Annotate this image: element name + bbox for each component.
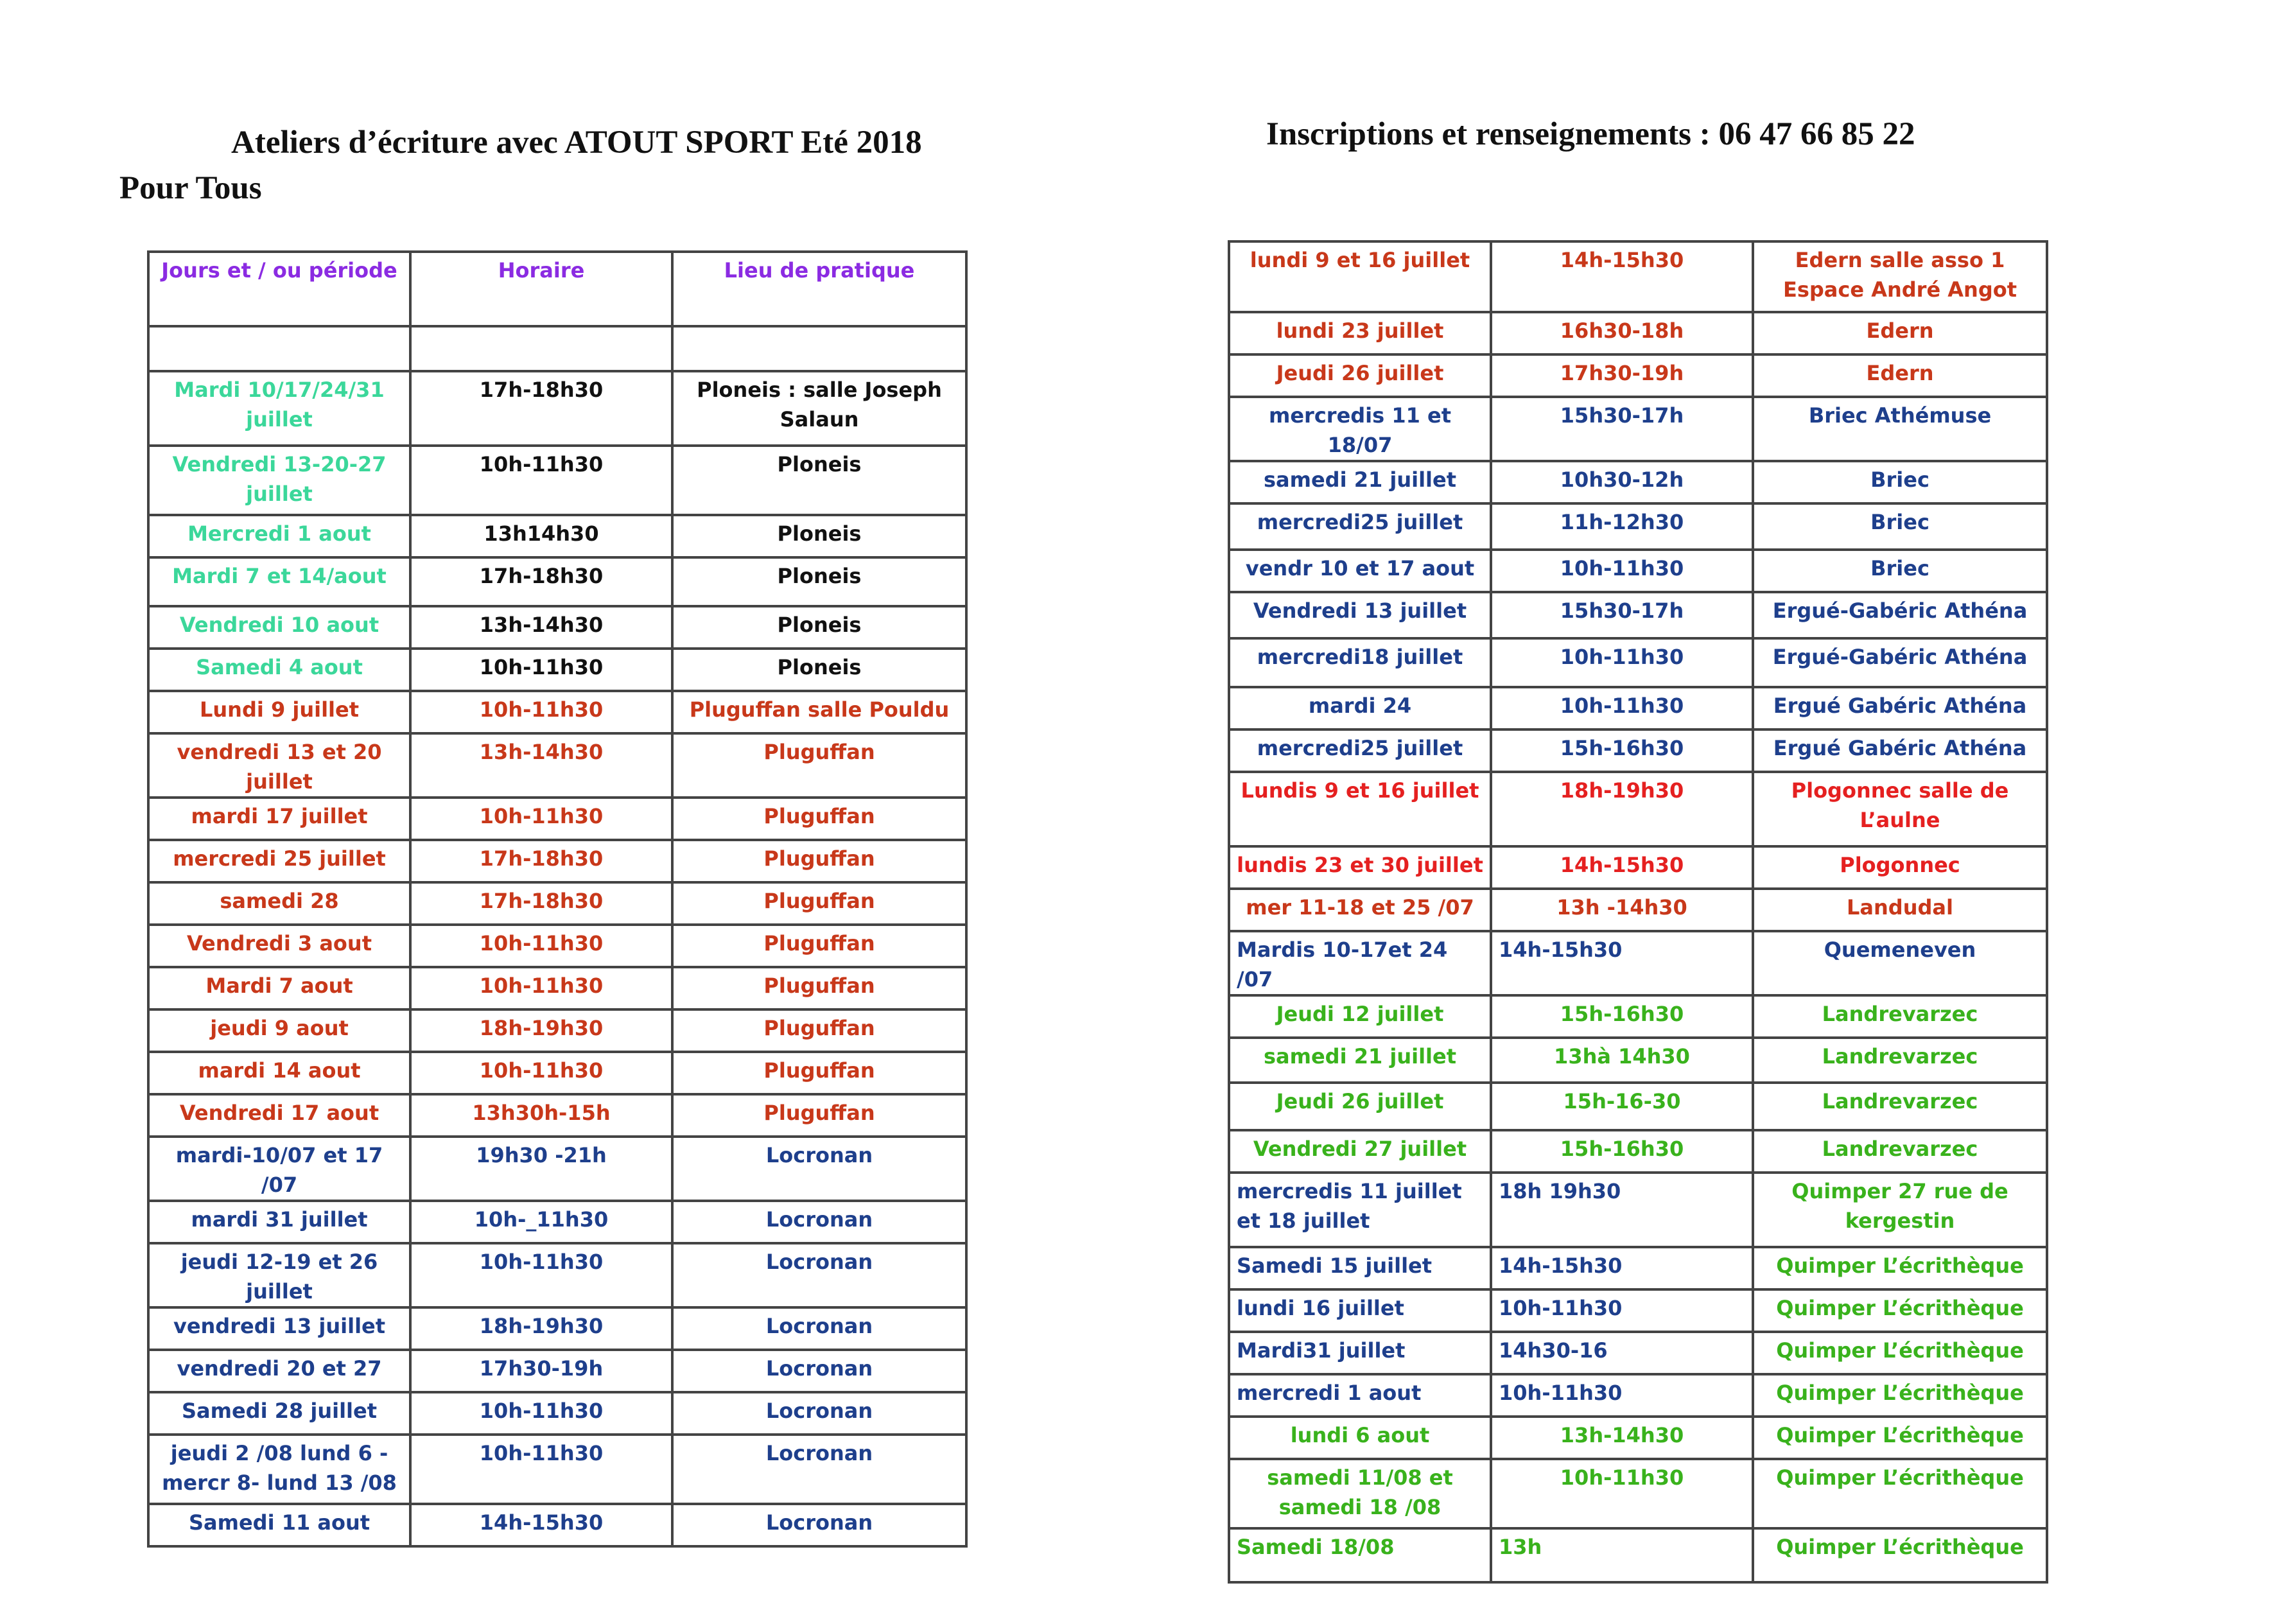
cell-time: 10h-11h30 [410,649,672,691]
table-row [148,691,966,733]
cell-time: 13h-14h30 [1491,1417,1753,1459]
table-row [148,1094,966,1137]
cell-place: Pluguffan [672,882,966,925]
cell-day: Vendredi 3 aout [148,925,410,967]
cell-time: 14h-15h30 [410,1504,672,1546]
cell-place: Pluguffan [672,1009,966,1052]
cell-day: Jeudi 26 juillet [1229,354,1491,397]
cell-place: Quimper L’écrithèque [1753,1332,2047,1374]
table-row [1229,1130,2047,1173]
cell-place: Locronan [672,1137,966,1201]
cell-day: mardi 24 [1229,687,1491,729]
table-row [1229,1459,2047,1528]
cell-day: vendredi 13 et 20 juillet [148,733,410,798]
cell-place: Briec Athémuse [1753,397,2047,461]
cell-day: lundi 16 juillet [1229,1289,1491,1332]
cell-time: 10h-11h30 [1491,638,1753,687]
cell-day: vendredi 13 juillet [148,1307,410,1350]
cell-time: 18h-19h30 [410,1009,672,1052]
cell-day: Mardi 7 et 14/aout [148,557,410,606]
cell-place: Ploneis [672,557,966,606]
header-place: Lieu de pratique [672,252,966,326]
table-row [1229,995,2047,1038]
table-row [148,882,966,925]
table-row [148,515,966,557]
cell-place: Locronan [672,1392,966,1435]
cell-time: 19h30 -21h [410,1137,672,1201]
cell-day: mardi-10/07 et 17 /07 [148,1137,410,1201]
table-row [1229,846,2047,889]
cell-place: Locronan [672,1307,966,1350]
cell-place: Quimper L’écrithèque [1753,1459,2047,1528]
table-row [1229,503,2047,550]
cell-place: Landrevarzec [1753,1130,2047,1173]
table-row [1229,397,2047,461]
cell-day: mercredi25 juillet [1229,729,1491,772]
cell-place: Pluguffan [672,925,966,967]
table-row [1229,889,2047,931]
cell-time: 14h-15h30 [1491,846,1753,889]
table-row [1229,1038,2047,1083]
schedule-table-left [147,250,968,1548]
cell-time: 10h-11h30 [410,1392,672,1435]
cell-time: 10h-11h30 [1491,687,1753,729]
cell-place: Ergué-Gabéric Athéna [1753,638,2047,687]
cell-place: Ploneis : salle Joseph Salaun [672,371,966,446]
cell-time: 15h-16h30 [1491,729,1753,772]
cell-day: jeudi 9 aout [148,1009,410,1052]
cell-time: 14h-15h30 [1491,241,1753,312]
table-row [148,371,966,446]
table-row [148,1243,966,1307]
cell-place: Ergué Gabéric Athéna [1753,687,2047,729]
cell-day: samedi 28 [148,882,410,925]
table-row [148,1201,966,1243]
cell-place: Edern [1753,312,2047,354]
cell-day: Lundis 9 et 16 juillet [1229,772,1491,846]
cell-time: 13h [1491,1528,1753,1582]
cell-day: Vendredi 13 juillet [1229,592,1491,638]
cell-day: Samedi 18/08 [1229,1528,1491,1582]
table-row [1229,729,2047,772]
cell-time: 17h-18h30 [410,840,672,882]
cell-place: Locronan [672,1435,966,1504]
table-row [148,1350,966,1392]
cell-time: 10h-_11h30 [410,1201,672,1243]
cell-time: 13h-14h30 [410,606,672,649]
cell-time: 10h-11h30 [410,925,672,967]
cell-place: Landrevarzec [1753,1083,2047,1130]
cell-day: mercredis 11 et 18/07 [1229,397,1491,461]
cell-time: 17h30-19h [1491,354,1753,397]
cell-place: Landudal [1753,889,2047,931]
cell-day: samedi 21 juillet [1229,461,1491,503]
cell-day: mardi 31 juillet [148,1201,410,1243]
cell-day: Vendredi 27 juillet [1229,1130,1491,1173]
cell-place: Pluguffan salle Pouldu [672,691,966,733]
table-row [1229,592,2047,638]
cell-place: Ergué Gabéric Athéna [1753,729,2047,772]
cell-place: Quimper L’écrithèque [1753,1374,2047,1417]
table-row [1229,1289,2047,1332]
cell-place: Briec [1753,503,2047,550]
cell-time: 10h30-12h [1491,461,1753,503]
cell-day: jeudi 12-19 et 26 juillet [148,1243,410,1307]
cell-time: 10h-11h30 [410,967,672,1009]
cell-day: Lundi 9 juillet [148,691,410,733]
cell-day: mercredi25 juillet [1229,503,1491,550]
cell-day: samedi 11/08 et samedi 18 /08 [1229,1459,1491,1528]
cell-place: Quimper L’écrithèque [1753,1247,2047,1289]
cell-day: lundis 23 et 30 juillet [1229,846,1491,889]
table-row [148,606,966,649]
cell-place [672,326,966,371]
cell-place: Quemeneven [1753,931,2047,995]
cell-place: Quimper L’écrithèque [1753,1417,2047,1459]
cell-time: 16h30-18h [1491,312,1753,354]
table-row [1229,1528,2047,1582]
cell-place: Briec [1753,550,2047,592]
cell-day: Samedi 28 juillet [148,1392,410,1435]
cell-day: Vendredi 13-20-27 juillet [148,446,410,515]
table-row [1229,461,2047,503]
table-row [1229,1417,2047,1459]
cell-time: 10h-11h30 [1491,1459,1753,1528]
cell-time: 13hà 14h30 [1491,1038,1753,1083]
cell-place: Pluguffan [672,1094,966,1137]
table-row [148,967,966,1009]
cell-time: 18h-19h30 [1491,772,1753,846]
cell-time: 15h-16-30 [1491,1083,1753,1130]
table-row [148,1392,966,1435]
cell-time: 17h30-19h [410,1350,672,1392]
cell-time: 15h-16h30 [1491,995,1753,1038]
cell-place: Ploneis [672,446,966,515]
table-row [1229,687,2047,729]
table-row [148,1009,966,1052]
cell-day: lundi 9 et 16 juillet [1229,241,1491,312]
cell-day: mer 11-18 et 25 /07 [1229,889,1491,931]
cell-place: Plogonnec salle de L’aulne [1753,772,2047,846]
cell-time: 10h-11h30 [410,691,672,733]
table-row [1229,241,2047,312]
cell-time: 10h-11h30 [410,1243,672,1307]
table-row [1229,772,2047,846]
cell-place: Locronan [672,1504,966,1546]
cell-place: Briec [1753,461,2047,503]
cell-day: Mercredi 1 aout [148,515,410,557]
cell-day: mercredi18 juillet [1229,638,1491,687]
cell-day: samedi 21 juillet [1229,1038,1491,1083]
cell-day: Mardi 10/17/24/31 juillet [148,371,410,446]
table-row [148,1307,966,1350]
cell-day: Jeudi 12 juillet [1229,995,1491,1038]
cell-day: mercredi 25 juillet [148,840,410,882]
cell-time: 15h-16h30 [1491,1130,1753,1173]
cell-place: Locronan [672,1243,966,1307]
header-day: Jours et / ou période [148,252,410,326]
cell-time: 10h-11h30 [410,798,672,840]
cell-day: Samedi 15 juillet [1229,1247,1491,1289]
cell-day: Samedi 11 aout [148,1504,410,1546]
table-row [1229,550,2047,592]
cell-place: Ploneis [672,649,966,691]
cell-place: Quimper L’écrithèque [1753,1289,2047,1332]
cell-time [410,326,672,371]
cell-day: Mardi31 juillet [1229,1332,1491,1374]
cell-time: 13h14h30 [410,515,672,557]
table-row [1229,354,2047,397]
cell-place: Pluguffan [672,798,966,840]
cell-place: Pluguffan [672,840,966,882]
cell-place: Landrevarzec [1753,995,2047,1038]
cell-time: 14h30-16 [1491,1332,1753,1374]
cell-day: Samedi 4 aout [148,649,410,691]
cell-time: 10h-11h30 [1491,1374,1753,1417]
cell-day: Vendredi 17 aout [148,1094,410,1137]
table-row [148,840,966,882]
cell-place: Pluguffan [672,967,966,1009]
table-row [148,1435,966,1504]
cell-day: lundi 6 aout [1229,1417,1491,1459]
table-row [1229,1083,2047,1130]
table-row [148,326,966,371]
cell-time: 11h-12h30 [1491,503,1753,550]
table-row [1229,1332,2047,1374]
table-row [148,557,966,606]
cell-day: jeudi 2 /08 lund 6 - mercr 8- lund 13 /08 [148,1435,410,1504]
table-row [148,798,966,840]
table-row [1229,1173,2047,1247]
cell-time: 13h-14h30 [410,733,672,798]
contact-info: Inscriptions et renseignements : 06 47 66 85 22 [1266,116,1915,152]
cell-day: lundi 23 juillet [1229,312,1491,354]
cell-place: Pluguffan [672,1052,966,1094]
cell-time: 13h -14h30 [1491,889,1753,931]
cell-day: Jeudi 26 juillet [1229,1083,1491,1130]
table-row [1229,1247,2047,1289]
cell-day [148,326,410,371]
cell-day: mardi 14 aout [148,1052,410,1094]
cell-time: 14h-15h30 [1491,1247,1753,1289]
cell-place: Ploneis [672,515,966,557]
table-row [1229,638,2047,687]
cell-time: 10h-11h30 [1491,550,1753,592]
cell-time: 18h-19h30 [410,1307,672,1350]
table-row [148,733,966,798]
table-row [148,649,966,691]
cell-time: 14h-15h30 [1491,931,1753,995]
cell-place: Ergué-Gabéric Athéna [1753,592,2047,638]
cell-time: 18h 19h30 [1491,1173,1753,1247]
cell-day: mardi 17 juillet [148,798,410,840]
table-row [148,925,966,967]
table-header-row [148,252,966,326]
cell-place: Locronan [672,1201,966,1243]
cell-place: Landrevarzec [1753,1038,2047,1083]
header-time: Horaire [410,252,672,326]
cell-time: 17h-18h30 [410,371,672,446]
page-title: Ateliers d’écriture avec ATOUT SPORT Eté 2018 [231,125,922,161]
cell-place: Ploneis [672,606,966,649]
table-row [1229,931,2047,995]
cell-time: 10h-11h30 [410,446,672,515]
cell-time: 10h-11h30 [410,1435,672,1504]
cell-time: 13h30h-15h [410,1094,672,1137]
cell-time: 15h30-17h [1491,397,1753,461]
page-subtitle: Pour Tous [119,170,262,206]
cell-day: Mardis 10-17et 24 /07 [1229,931,1491,995]
cell-place: Edern salle asso 1 Espace André Angot [1753,241,2047,312]
cell-place: Locronan [672,1350,966,1392]
cell-day: Mardi 7 aout [148,967,410,1009]
cell-time: 15h30-17h [1491,592,1753,638]
table-row [148,1052,966,1094]
table-row [148,1137,966,1201]
table-row [148,1504,966,1546]
cell-day: vendr 10 et 17 aout [1229,550,1491,592]
cell-time: 17h-18h30 [410,882,672,925]
cell-time: 10h-11h30 [1491,1289,1753,1332]
schedule-table-right [1228,240,2048,1584]
cell-place: Pluguffan [672,733,966,798]
cell-place: Edern [1753,354,2047,397]
cell-place: Quimper L’écrithèque [1753,1528,2047,1582]
cell-day: mercredis 11 juillet et 18 juillet [1229,1173,1491,1247]
table-row [148,446,966,515]
cell-time: 17h-18h30 [410,557,672,606]
cell-place: Quimper 27 rue de kergestin [1753,1173,2047,1247]
cell-day: mercredi 1 aout [1229,1374,1491,1417]
cell-time: 10h-11h30 [410,1052,672,1094]
cell-day: Vendredi 10 aout [148,606,410,649]
cell-place: Plogonnec [1753,846,2047,889]
table-row [1229,1374,2047,1417]
table-row [1229,312,2047,354]
cell-day: vendredi 20 et 27 [148,1350,410,1392]
